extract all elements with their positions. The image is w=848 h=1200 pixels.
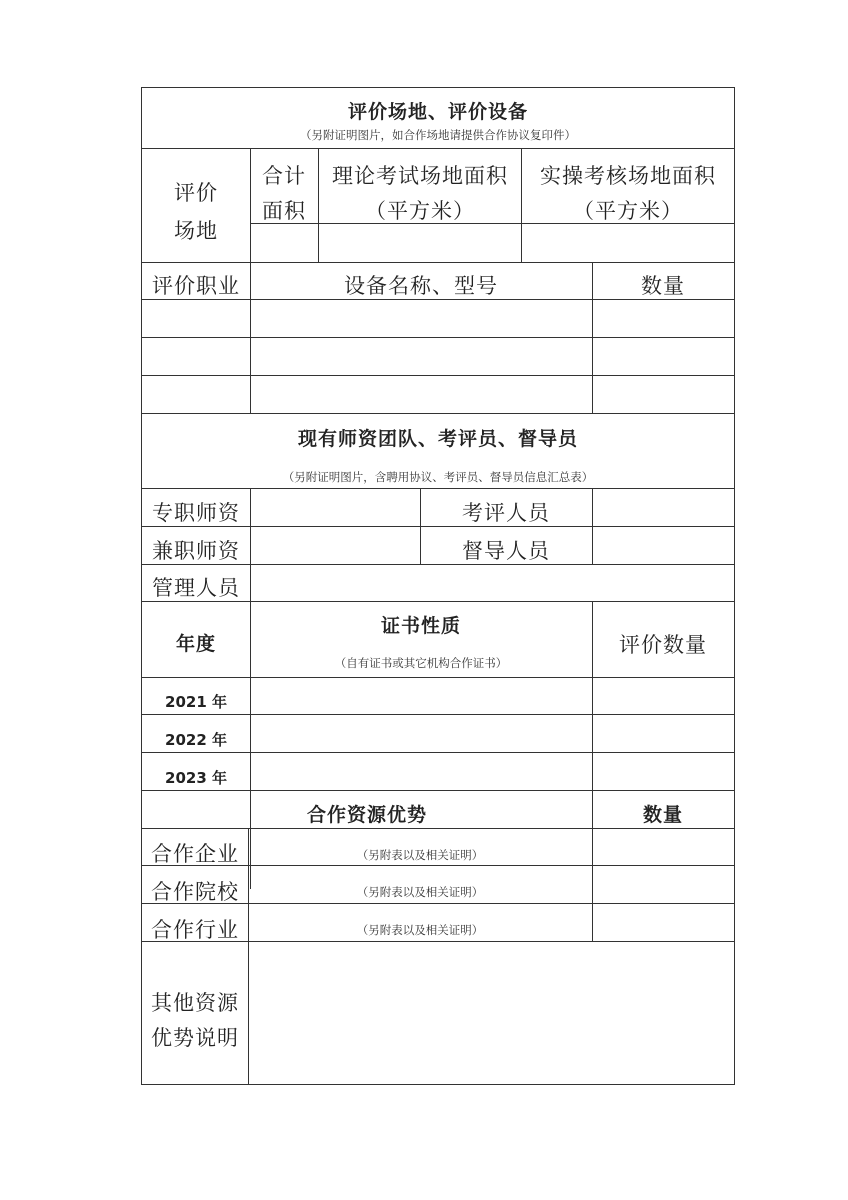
parttime-teachers-input[interactable]	[251, 527, 420, 564]
border-bottom	[141, 1084, 735, 1085]
cooperation-college-note: （另附表以及相关证明）	[356, 885, 484, 899]
total-area-input[interactable]	[251, 224, 318, 262]
practical-area-input[interactable]	[522, 224, 734, 262]
practical-area-label: 实操考核场地面积	[540, 164, 716, 188]
cooperation-enterprise-label: 合作企业	[151, 842, 239, 866]
divider	[141, 413, 735, 414]
certificate-row-2023[interactable]	[251, 753, 734, 790]
managers-label: 管理人员	[152, 576, 240, 600]
fulltime-teachers-input[interactable]	[251, 489, 420, 526]
other-advantages-input[interactable]	[249, 942, 734, 1084]
theory-area-label: 理论考试场地面积	[332, 164, 508, 188]
supervisors-input[interactable]	[593, 527, 734, 564]
managers-input[interactable]	[251, 565, 734, 601]
fulltime-teachers-label: 专职师资	[152, 501, 240, 525]
venue-section-title: 评价场地、评价设备	[347, 101, 529, 123]
cooperation-industry-note: （另附表以及相关证明）	[356, 923, 484, 937]
cooperation-college-label: 合作院校	[151, 880, 239, 904]
parttime-teachers-label: 兼职师资	[152, 539, 240, 563]
col-equipment-header: 设备名称、型号	[344, 274, 498, 298]
staff-section-note: （另附证明图片，含聘用协议、考评员、督导员信息汇总表）	[282, 470, 594, 484]
certificate-row-2021[interactable]	[251, 678, 734, 714]
theory-area-unit: （平方米）	[365, 199, 475, 223]
border-left	[141, 87, 142, 1085]
year-2022: 2022 年	[165, 731, 227, 749]
cooperation-quantity-header: 数量	[642, 804, 684, 826]
cooperation-industry-count[interactable]	[593, 904, 734, 941]
other-advantages-label: 其他资源	[151, 991, 239, 1015]
divider	[141, 262, 735, 263]
evaluators-input[interactable]	[593, 489, 734, 526]
total-area-label-2: 面积	[262, 199, 306, 223]
border-top	[141, 87, 735, 88]
evaluators-label: 考评人员	[462, 501, 550, 525]
col-quantity-header: 数量	[641, 274, 685, 298]
equipment-row-1[interactable]	[142, 300, 734, 337]
other-advantages-label-2: 优势说明	[151, 1026, 239, 1050]
divider	[141, 148, 735, 149]
col-occupation-header: 评价职业	[152, 274, 240, 298]
col-nature-note: （自有证书或其它机构合作证书）	[334, 656, 508, 670]
border-right	[734, 87, 735, 1085]
venue-section-note: （另附证明图片，如合作场地请提供合作协议复印件）	[300, 128, 576, 142]
col-year-header: 年度	[175, 633, 217, 655]
supervisors-label: 督导人员	[462, 539, 550, 563]
cooperation-college-count[interactable]	[593, 866, 734, 903]
evaluation-resource-form	[141, 87, 735, 1085]
equipment-row-2[interactable]	[142, 338, 734, 375]
cooperation-industry-label: 合作行业	[151, 918, 239, 942]
col-count-header: 评价数量	[619, 633, 707, 657]
year-2021: 2021 年	[165, 693, 227, 711]
year-2023: 2023 年	[165, 769, 227, 787]
col-nature-header: 证书性质	[380, 615, 462, 637]
theory-area-input[interactable]	[319, 224, 521, 262]
venue-label-2: 场地	[174, 219, 218, 243]
divider	[141, 790, 735, 791]
venue-label: 评价	[174, 181, 218, 205]
certificate-row-2022[interactable]	[251, 715, 734, 752]
practical-area-unit: （平方米）	[573, 199, 683, 223]
equipment-row-3[interactable]	[142, 376, 734, 413]
cooperation-title: 合作资源优势	[306, 804, 428, 826]
total-area-label: 合计	[262, 164, 306, 188]
cooperation-enterprise-note: （另附表以及相关证明）	[356, 848, 484, 862]
staff-section-title: 现有师资团队、考评员、督导员	[297, 428, 579, 450]
cooperation-enterprise-count[interactable]	[593, 829, 734, 865]
